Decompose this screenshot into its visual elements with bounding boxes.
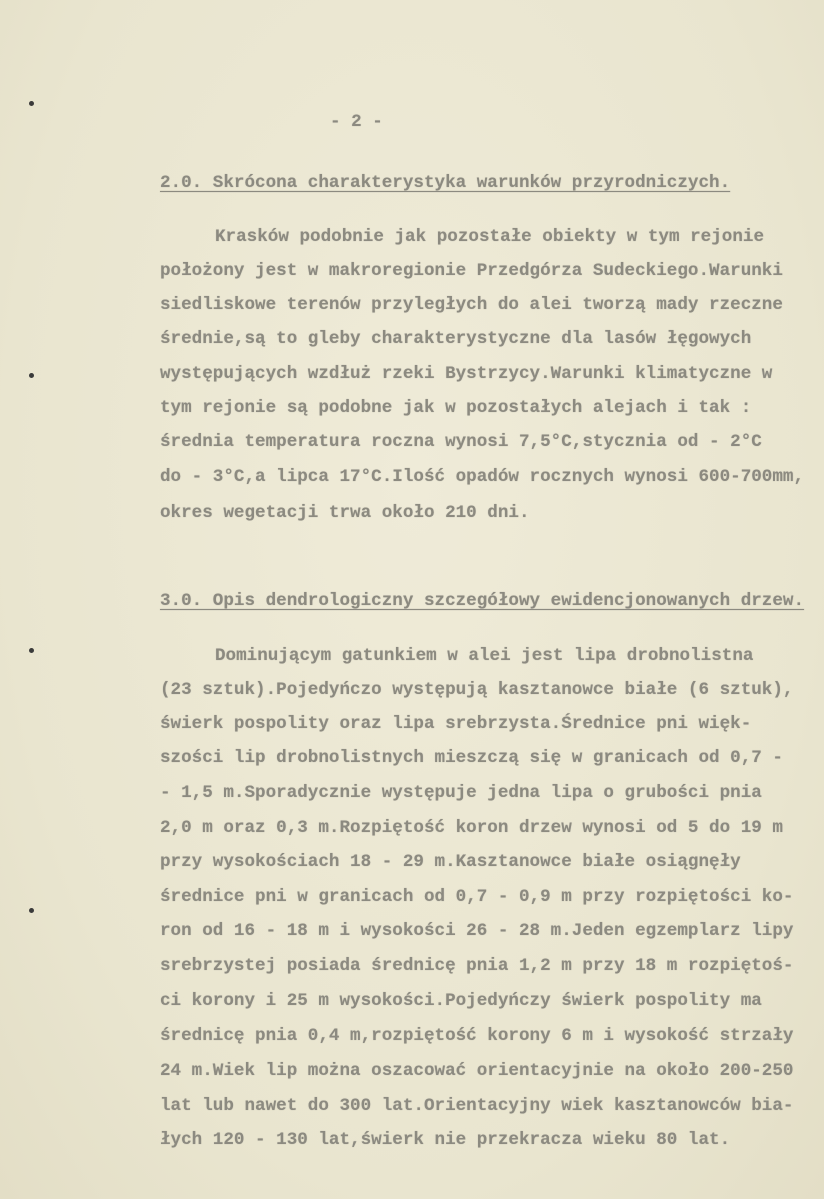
text-line: srebrzystej posiada średnicę pnia 1,2 m przy 18 m rozpiętoś- — [160, 956, 794, 976]
binding-hole-mark — [29, 101, 34, 106]
text-line: (23 sztuk).Pojedyńczo występują kasztanowce białe (6 sztuk), — [160, 680, 794, 700]
text-line: tym rejonie są podobne jak w pozostałych alejach i tak : — [160, 398, 752, 418]
binding-hole-mark — [29, 908, 34, 913]
text-line: przy wysokościach 18 - 29 m.Kasztanowce białe osiągnęły — [160, 852, 741, 872]
section-heading: 3.0. Opis dendrologiczny szczegółowy ewidencjonowanych drzew. — [160, 591, 805, 611]
text-line: występujących wzdłuż rzeki Bystrzycy.Warunki klimatyczne w — [160, 364, 773, 384]
text-line: okres wegetacji trwa około 210 dni. — [160, 503, 530, 523]
text-line: średnice pni w granicach od 0,7 - 0,9 m przy rozpiętości ko- — [160, 887, 794, 907]
text-line: średnie,są to gleby charakterystyczne dla lasów łęgowych — [160, 329, 752, 349]
text-line: szości lip drobnolistnych mieszczą się w granicach od 0,7 - — [160, 748, 783, 768]
text-line: Krasków podobnie jak pozostałe obiekty w tym rejonie — [215, 227, 765, 247]
text-line: położony jest w makroregionie Przedgórza Sudeckiego.Warunki — [160, 261, 783, 281]
text-line: 24 m.Wiek lip można oszacować orientacyjnie na około 200-250 — [160, 1061, 794, 1081]
page-number: - 2 - — [330, 112, 383, 132]
binding-hole-mark — [29, 373, 34, 378]
section-heading: 2.0. Skrócona charakterystyka warunków przyrodniczych. — [160, 173, 731, 193]
text-line: lat lub nawet do 300 lat.Orientacyjny wiek kasztanowców bia- — [160, 1096, 794, 1116]
text-line: ci korony i 25 m wysokości.Pojedyńczy świerk pospolity ma — [160, 991, 762, 1011]
text-line: średnia temperatura roczna wynosi 7,5°C,stycznia od - 2°C — [160, 432, 762, 452]
text-line: - 1,5 m.Sporadycznie występuje jedna lipa o grubości pnia — [160, 783, 762, 803]
text-line: średnicę pnia 0,4 m,rozpiętość korony 6 m i wysokość strzały — [160, 1026, 794, 1046]
text-line: Dominującym gatunkiem w alei jest lipa drobnolistna — [215, 646, 754, 666]
text-line: do - 3°C,a lipca 17°C.Ilość opadów rocznych wynosi 600-700mm, — [160, 467, 805, 487]
binding-hole-mark — [29, 648, 34, 653]
text-line: siedliskowe terenów przyległych do alei tworzą mady rzeczne — [160, 295, 783, 315]
text-line: łych 120 - 130 lat,świerk nie przekracza wieku 80 lat. — [160, 1130, 731, 1150]
text-line: ron od 16 - 18 m i wysokości 26 - 28 m.Jeden egzemplarz lipy — [160, 921, 794, 941]
text-line: świerk pospolity oraz lipa srebrzysta.Średnice pni więk- — [160, 714, 752, 734]
text-line: 2,0 m oraz 0,3 m.Rozpiętość koron drzew wynosi od 5 do 19 m — [160, 818, 783, 838]
